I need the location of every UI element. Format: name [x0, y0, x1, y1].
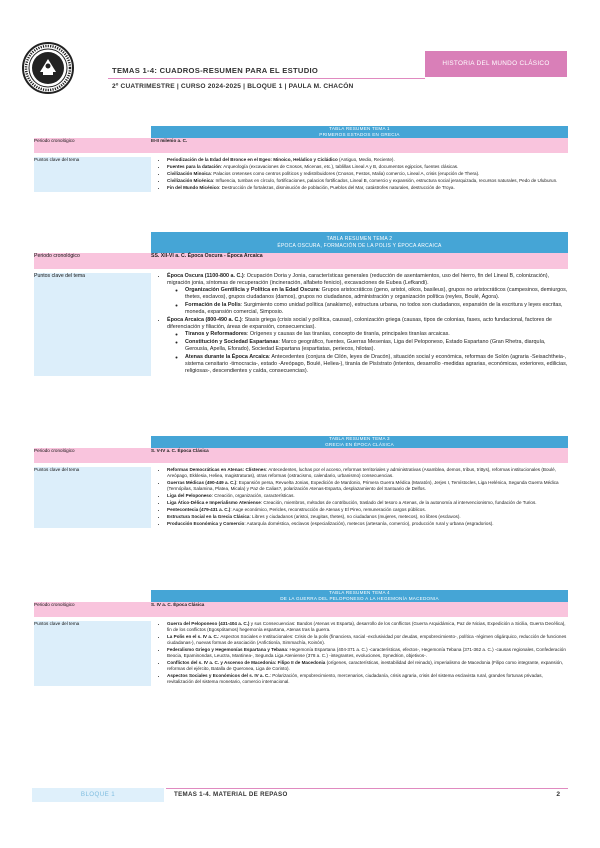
key-point-heading: Federalismo Griego y Hegemonías Espartana y Tebana: [167, 646, 287, 652]
table-header-line: PRIMEROS ESTADOS EN GRECIA: [319, 131, 400, 137]
table-header-line: TABLA RESUMEN TEMA 2: [326, 236, 393, 242]
key-point: [167, 493, 568, 499]
key-point-text: : Libres y ciudadanos (aristoi, zeugitas, thetes), no ciudadanos (mujeres, metecos), no libres (esclavos).: [249, 513, 461, 519]
sub-point: [185, 331, 568, 338]
footer-material-label: TEMAS 1-4. MATERIAL DE REPASO: [174, 791, 288, 798]
summary-table-3: [34, 436, 568, 528]
keypoints-list: [151, 467, 568, 527]
summary-table-1: [34, 126, 568, 192]
key-point-heading: Pentecontecia (479-431 a. C.): [167, 506, 231, 512]
table-header: [151, 436, 568, 448]
period-label: Periodo cronológico: [34, 602, 151, 617]
key-point-text: : Stasis griega (crisis social y política, causas), colonización griega (causas, tipos de colonias, fases, acto fundacional, factores de diferenciación y filiación, áreas de expansión, consecuencias).: [167, 317, 552, 331]
page-subtitle: 2º CUATRIMESTRE | CURSO 2024-2025 | BLOQUE 1 | PAULA M. CHACÓN: [112, 83, 354, 90]
summary-table-2: [34, 232, 568, 376]
key-point-text: : Influencia, tumbas en círculo, fortificaciones, palacios fortificados, Lineal B, comercio y expansión, estructura social jerarquizada, recursos naturales, Pedo de Uluburun.: [212, 177, 558, 183]
key-point-heading: Época Oscura (1100-800 a. C.): [167, 273, 244, 280]
key-point-text: : Polarización, empobrecimiento, mercenarios, ciudadanía, crisis agraria, crisis del sistema esclavista rural, grandes fortunas privadas, revitalización del sistema monetario, comercio internacional.: [167, 672, 543, 684]
keypoints-label: Puntos clave del tema: [34, 273, 151, 376]
page-number: 2: [556, 791, 560, 798]
key-point: [167, 647, 568, 659]
period-value: SS. XII-VI a. C. Época Oscura - Época Arcaica: [151, 253, 568, 269]
key-point-heading: Formación de la Polis: [185, 302, 241, 309]
key-point-heading: Constitución y Sociedad Espartanas: [185, 339, 279, 346]
key-point: [167, 157, 568, 163]
course-box: HISTORIA DEL MUNDO CLÁSICO: [425, 51, 567, 77]
header-divider: [108, 78, 425, 79]
key-point: [167, 514, 568, 520]
key-point-text: : Orígenes y causas de las tiranías, concepto de tiranía, principales tiranías arcaicas.: [246, 331, 450, 338]
key-point: [167, 178, 568, 184]
key-point-heading: Guerras Médicas (490-449 a. C.): [167, 479, 237, 485]
key-point: [167, 467, 568, 479]
key-point-heading: Producción Económica y Comercio: [167, 520, 245, 526]
key-point-text: : Aspectos Sociales e Institucionales: Crisis de la polis (financiera, social -exclusividad por deudas, empobrecimiento-, política -régimen oligárquico, reducción de funciones ciudadanas-), nuevas formas de asociación (Anfictionía, Simmachía, Koinón).: [167, 633, 567, 645]
key-point: [167, 621, 568, 633]
keypoints-label: Puntos clave del tema: [34, 467, 151, 528]
key-point-text: : Autarquía doméstica, esclavos (especialización), metecos (artesanía, comercio), producción rural y urbana (esgradorios).: [244, 520, 494, 526]
key-point: [167, 634, 568, 646]
key-point: [167, 171, 568, 177]
key-point-heading: Periodización de la Edad del Bronce en el Egeo: Minoico, Heládico y Cicládico: [167, 156, 338, 162]
key-point-text: : Expansión persa, Revuelta Jonias, Expedición de Mardonio, Primera Guerra Médica (Maratón), Jerjes I, Temístocles, Liga Helénica, Segunda Guerra Médica (Termópilas, Salamina, Platea, Micala) y Paz de Calias?, polarización Atenas-Esparta, desplazamiento del Santuario de Delfos.: [167, 479, 559, 491]
keypoints-label: Puntos clave del tema: [34, 621, 151, 686]
key-point-heading: Organización Gentilicia y Política en la Edad Oscura: [185, 287, 319, 294]
table-header: [151, 232, 568, 253]
key-point-text: : Grupos aristocráticos (geno, aristoi, oikos, basileus), grupos no aristocráticos (campesinos, demiurgos, thetes, esclavos), grupos ciudadanos (damos), grupos no ciudadanos, administración y organización política (reyIes, Boulé, Ágora).: [185, 287, 568, 301]
key-point: [167, 521, 568, 527]
table-header: [151, 126, 568, 138]
table-header: [151, 590, 568, 602]
sub-point: [185, 339, 568, 353]
table-header-line: TABLA RESUMEN TEMA 3: [329, 436, 390, 441]
key-point: [167, 480, 568, 492]
footer-block-label: BLOQUE 1: [32, 788, 164, 802]
period-label: Periodo cronológico: [34, 448, 151, 463]
keypoints-list: [151, 273, 568, 375]
sub-point: [185, 354, 568, 375]
key-point: [167, 185, 568, 191]
key-point-text: : Antecedentes, luchas por el acceso, reformas territoriales y administrativas (Asamblea, demos, tribus, trittys), reformas institucionales (Boulé, Areópago, Ekklesia, Heliea, magistraturas), otras reformas (ostracismo, calendario, urbanismo) consecuencias.: [167, 466, 556, 478]
key-point: [167, 500, 568, 506]
table-header-line: ÉPOCA OSCURA, FORMACIÓN DE LA POLIS Y ÉPOCA ARCAICA: [277, 242, 442, 249]
key-point: [167, 673, 568, 685]
key-point-heading: Civilización Minoica: [167, 170, 211, 176]
period-value: III-II milenio a. C.: [151, 138, 568, 153]
key-point-text: : Marco geográfico, fuentes, Guerras Mesenias, Liga del Peloponeso, Estado Espartano (Gran Rhetra, diarquía, Gerousía, Apella, Eforado), Sociedad Espartana (espartiatas, periecos, hilotas).: [185, 339, 546, 353]
key-point-heading: Guerra del Peloponeso (431-404 a. C.): [167, 620, 250, 626]
table-header-line: GRECIA EN ÉPOCA CLÁSICA: [325, 441, 394, 447]
table-header-line: DE LA GUERRA DEL PELOPONESO A LA HEGEMONÍA MACEDONIA: [280, 595, 439, 601]
table-header-line: TABLA RESUMEN TEMA 1: [329, 126, 390, 131]
sub-points-list: [167, 287, 568, 316]
key-point-heading: Fin del Mundo Micénico: [167, 184, 220, 190]
university-seal-icon: [22, 42, 74, 94]
period-value: S. IV a. C. Época Clásica: [151, 602, 568, 617]
key-point-heading: La Polis en el s. IV a. C.: [167, 633, 219, 639]
key-point-heading: Conflictos del s. IV a. C. y Ascenso de Macedonia: Filipo II de Macedonia: [167, 659, 326, 665]
key-point-heading: Estructura Social en la Grecia Clásica: [167, 513, 250, 519]
key-point-text: : Antecedentes (conjura de Cilón, leyes de Dracón), situación social y económica, reformas de Solón (agraria -Seisachtheia-, sistema censitario -timocracia-, estado -Areópago, Boulé, Heliea-), tiranía de Pisístrato (intentos, desarrollo -medidas agrarias, económicas, exteriores, edilicias, religiosas-, descendientes y caída, consecuencias).: [185, 354, 568, 375]
key-point-heading: Civilización Micénica: [167, 177, 213, 183]
summary-table-4: [34, 590, 568, 686]
page-title: TEMAS 1-4: CUADROS-RESUMEN PARA EL ESTUDIO: [112, 66, 319, 75]
period-value: S. V-IV a. C. Época Clásica: [151, 448, 568, 463]
key-point: [167, 660, 568, 672]
key-point-text: : Palacios cretenses como centros políticos y redistribuidores (Cnosos, Festos, Malia) comercio, Lineal A, crisis (erupción de Thera).: [210, 170, 480, 176]
page-footer: [32, 788, 568, 802]
key-point-heading: Fuentes para la datación: [167, 163, 221, 169]
key-point-text: : Hegemonía Espartana (404-371 a. C.) -características, efectos-, Hegemonía Tebana (371-362 a. C.) -causas regionales, Confederación Beocia, Epaminondas, Leuctra, Mantinea-, Segunda Liga Ateniense (378 a. C.) -integrantes, evoluciones, Synedrion, objetivos-.: [167, 646, 566, 658]
sub-point: [185, 302, 568, 316]
key-point-heading: Liga Ático-Délica e Imperialismo Ateniense: [167, 499, 261, 505]
key-point-text: : Creación, miembros, métodos de contribución, traslado del tesoro a Atenas, de la autonomía al intervencionismo, fundación de Turios.: [260, 499, 537, 505]
key-point: [167, 164, 568, 170]
key-point-heading: Tiranos y Reformadores: [185, 331, 247, 338]
key-point-text: : Auge económico, Pericles, reconstrucción de Atenas y El Pireo, remuneración cargos públicos.: [230, 506, 426, 512]
keypoints-label: Puntos clave del tema: [34, 157, 151, 192]
period-label: Periodo cronológico: [34, 138, 151, 153]
key-point-heading: Liga del Peloponeso: [167, 492, 212, 498]
key-point-text: : Surgimiento como unidad política (anakismo), estructura urbana, no todos son ciudadanos, expansión de la escritura y leyes escritas, moneda, expansión comercial, Simposio.: [185, 302, 563, 316]
key-point-text: y sus Consecuencias: Bandos (Atenas vs Esparta), desarrollo de los conflictos (Guerra Arquidámica, Paz de Nicias, Expedición a Sicilia, Guerra Decélica), fin de los conflictos (Egospótamos) hegemonía espartana, Atenas tras la guerra.: [167, 620, 566, 632]
keypoints-list: [151, 157, 568, 191]
key-point: [167, 507, 568, 513]
key-point: [167, 273, 568, 316]
key-point-heading: Atenas durante la Época Arcaica: [185, 354, 269, 361]
keypoints-list: [151, 621, 568, 685]
key-point-text: : Ocupación Doria y Jonia, características generales (reducción de asentamientos, uso del hierro, fin del Lineal B, colonización), migración jonia, síntomas de recuperación (incineración, alfabeto fenicio), excavaciones de Eubea (Lefkandi).: [167, 273, 550, 287]
period-label: Periodo cronológico: [34, 253, 151, 269]
key-point-text: : Destrucción de fortalezas, disminución de población, Pueblos del Mar, catástrofes naturales, destrucción de Troya.: [219, 184, 455, 190]
key-point-heading: Aspectos Sociales y Económicos del s. IV a. C.: [167, 672, 270, 678]
sub-point: [185, 287, 568, 301]
sub-points-list: [167, 331, 568, 375]
key-point-heading: Reformas Democráticas en Atenas: Clístenes: [167, 466, 266, 472]
key-point-text: (orígenes, características, inestabilidad del reinado), imperialismo de Macedonia (Filipo como integrante, expansión, reformas del ejército, Batalla de Queronea, Liga de Corinto).: [167, 659, 564, 671]
key-point-text: : Arqueología (excavaciones de Cnosos, Micenas, etc.), tablillas Lineal A y B, documentos egipcios, fuentes clásicas.: [220, 163, 459, 169]
key-point-text: : Creación, organización, características.: [211, 492, 295, 498]
table-header-line: TABLA RESUMEN TEMA 4: [329, 590, 390, 595]
key-point-heading: Época Arcaica (800-490 a. C.): [167, 317, 242, 324]
key-point: [167, 317, 568, 375]
key-point-text: (Antiguo, Medio, Reciente).: [337, 156, 395, 162]
